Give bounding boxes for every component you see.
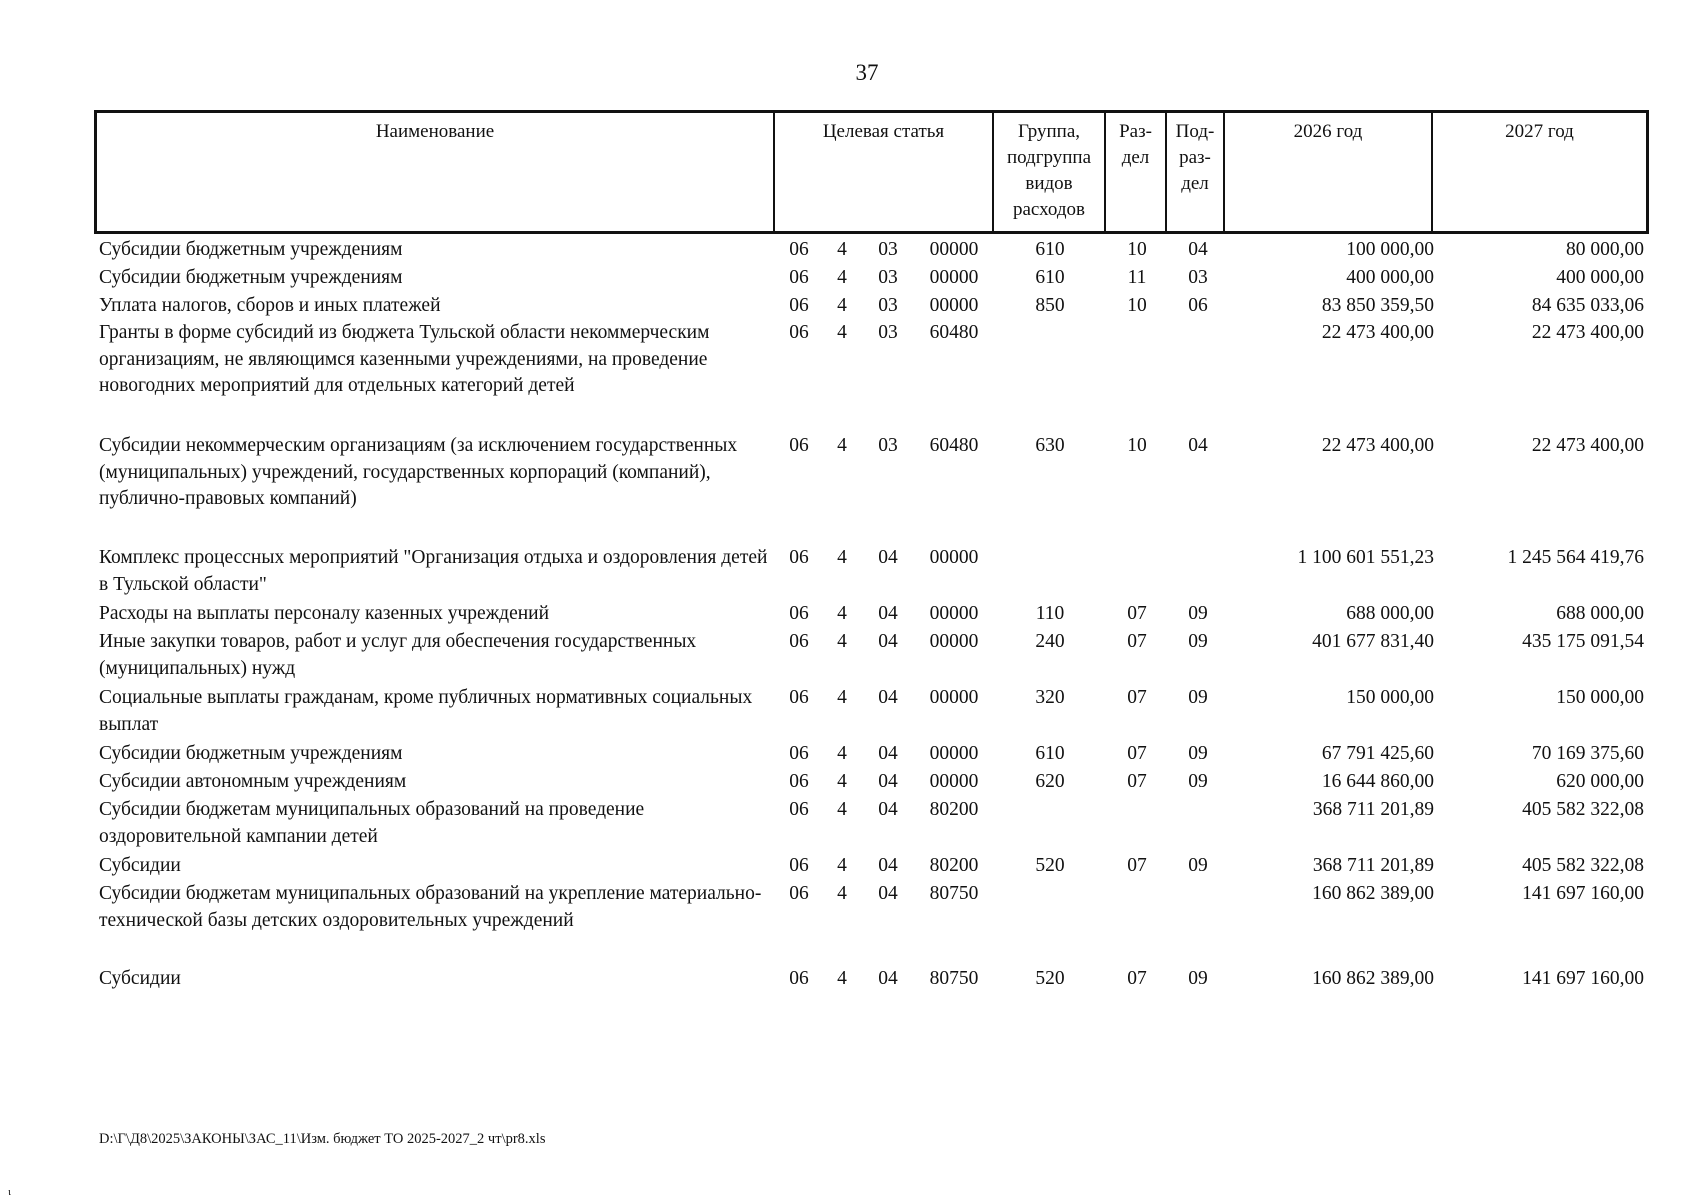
target-article-part-3: 04 — [878, 603, 898, 624]
amount-2026: 160 862 389,00 — [1312, 968, 1434, 989]
target-article-part-2: 4 — [837, 295, 847, 316]
amount-2026: 16 644 860,00 — [1321, 771, 1434, 792]
row-name: Субсидии — [99, 855, 181, 876]
header-subsection-line: раз- — [1179, 147, 1211, 168]
target-article-part-3: 04 — [878, 799, 898, 820]
amount-2026: 150 000,00 — [1346, 687, 1434, 708]
target-article-part-1: 06 — [789, 631, 809, 652]
header-target-article: Целевая статья — [775, 113, 994, 231]
target-article-part-2: 4 — [837, 547, 847, 568]
target-article-part-3: 03 — [878, 435, 898, 456]
amount-2027: 620 000,00 — [1556, 771, 1644, 792]
target-article-part-2: 4 — [837, 435, 847, 456]
target-article-part-1: 06 — [789, 968, 809, 989]
expense-group: 320 — [1035, 687, 1065, 708]
row-name: Субсидии бюджетным учреждениям — [99, 239, 403, 260]
target-article-part-4: 00000 — [929, 687, 979, 708]
expense-group: 520 — [1035, 968, 1065, 989]
target-article-part-1: 06 — [789, 603, 809, 624]
amount-2026: 688 000,00 — [1346, 603, 1434, 624]
target-article-part-2: 4 — [837, 322, 847, 343]
target-article-part-1: 06 — [789, 855, 809, 876]
subsection: 03 — [1188, 267, 1208, 288]
section: 07 — [1127, 687, 1147, 708]
target-article-part-4: 00000 — [929, 267, 979, 288]
amount-2027: 80 000,00 — [1566, 239, 1644, 260]
target-article-part-1: 06 — [789, 883, 809, 904]
section: 07 — [1127, 855, 1147, 876]
header-expense-group-line: подгруппа — [1006, 147, 1092, 168]
target-article-part-3: 04 — [878, 883, 898, 904]
row-name: Расходы на выплаты персоналу казенных учреждений — [99, 603, 550, 624]
target-article-part-1: 06 — [789, 295, 809, 316]
subsection: 04 — [1188, 239, 1208, 260]
target-article-part-3: 04 — [878, 631, 898, 652]
section: 11 — [1127, 267, 1147, 288]
header-subsection-line: дел — [1181, 173, 1209, 194]
target-article-part-3: 03 — [878, 267, 898, 288]
scan-mark: ι — [8, 1186, 11, 1198]
header-section-line: дел — [1121, 147, 1150, 168]
target-article-part-2: 4 — [837, 799, 847, 820]
section: 10 — [1127, 295, 1147, 316]
target-article-part-3: 03 — [878, 239, 898, 260]
target-article-part-1: 06 — [789, 547, 809, 568]
amount-2027: 405 582 322,08 — [1522, 855, 1644, 876]
amount-2027: 435 175 091,54 — [1522, 631, 1644, 652]
target-article-part-4: 80750 — [929, 968, 979, 989]
row-name: Социальные выплаты гражданам, кроме публичных нормативных социальных выплат — [99, 687, 753, 735]
amount-2026: 160 862 389,00 — [1312, 883, 1434, 904]
target-article-part-4: 00000 — [929, 239, 979, 260]
header-expense-group-line: расходов — [1013, 199, 1085, 220]
subsection: 06 — [1188, 295, 1208, 316]
target-article-part-4: 80750 — [929, 883, 979, 904]
target-article-part-4: 00000 — [929, 603, 979, 624]
target-article-part-3: 03 — [878, 322, 898, 343]
section: 10 — [1127, 239, 1147, 260]
target-article-part-4: 60480 — [929, 435, 979, 456]
section: 07 — [1127, 771, 1147, 792]
row-name: Иные закупки товаров, работ и услуг для обеспечения государственных (муниципальных) нужд — [99, 631, 697, 679]
target-article-part-2: 4 — [837, 239, 847, 260]
amount-2027: 141 697 160,00 — [1522, 883, 1644, 904]
expense-group: 240 — [1035, 631, 1065, 652]
amount-2026: 401 677 831,40 — [1312, 631, 1434, 652]
target-article-part-4: 00000 — [929, 771, 979, 792]
section: 07 — [1127, 743, 1147, 764]
amount-2026: 368 711 201,89 — [1312, 799, 1434, 820]
target-article-part-4: 00000 — [929, 631, 979, 652]
subsection: 09 — [1188, 631, 1208, 652]
section: 07 — [1127, 603, 1147, 624]
row-name: Уплата налогов, сборов и иных платежей — [99, 295, 441, 316]
header-section — [1106, 113, 1167, 231]
target-article-part-2: 4 — [837, 687, 847, 708]
target-article-part-4: 00000 — [929, 743, 979, 764]
table-header — [94, 110, 1649, 234]
header-year-2026: 2026 год — [1225, 113, 1433, 231]
header-subsection — [1167, 113, 1225, 231]
target-article-part-3: 04 — [878, 743, 898, 764]
row-name: Субсидии автономным учреждениям — [99, 771, 407, 792]
subsection: 09 — [1188, 687, 1208, 708]
expense-group: 610 — [1035, 239, 1065, 260]
expense-group: 110 — [1035, 603, 1065, 624]
amount-2026: 100 000,00 — [1346, 239, 1434, 260]
subsection: 09 — [1188, 603, 1208, 624]
target-article-part-1: 06 — [789, 435, 809, 456]
section: 10 — [1127, 435, 1147, 456]
target-article-part-4: 60480 — [929, 322, 979, 343]
target-article-part-3: 04 — [878, 968, 898, 989]
row-name: Субсидии бюджетам муниципальных образований на проведение оздоровительной кампании детей — [99, 799, 645, 847]
amount-2027: 400 000,00 — [1556, 267, 1644, 288]
amount-2026: 22 473 400,00 — [1321, 322, 1434, 343]
target-article-part-2: 4 — [837, 883, 847, 904]
subsection: 09 — [1188, 855, 1208, 876]
target-article-part-1: 06 — [789, 771, 809, 792]
expense-group: 520 — [1035, 855, 1065, 876]
amount-2026: 22 473 400,00 — [1321, 435, 1434, 456]
row-name: Субсидии бюджетным учреждениям — [99, 743, 403, 764]
row-name: Субсидии бюджетным учреждениям — [99, 267, 403, 288]
target-article-part-3: 04 — [878, 687, 898, 708]
amount-2026: 1 100 601 551,23 — [1297, 547, 1434, 568]
target-article-part-2: 4 — [837, 631, 847, 652]
header-subsection-line: Под- — [1175, 121, 1215, 142]
target-article-part-2: 4 — [837, 968, 847, 989]
row-name: Субсидии бюджетам муниципальных образований на укрепление материально-технической базы детских оздоровительных учреждений — [99, 883, 762, 931]
target-article-part-2: 4 — [837, 267, 847, 288]
row-name: Субсидии — [99, 968, 181, 989]
target-article-part-1: 06 — [789, 239, 809, 260]
expense-group: 630 — [1035, 435, 1065, 456]
amount-2027: 688 000,00 — [1556, 603, 1644, 624]
subsection: 04 — [1188, 435, 1208, 456]
target-article-part-3: 03 — [878, 295, 898, 316]
target-article-part-1: 06 — [789, 687, 809, 708]
target-article-part-4: 80200 — [929, 855, 979, 876]
section: 07 — [1127, 631, 1147, 652]
expense-group: 610 — [1035, 267, 1065, 288]
target-article-part-3: 04 — [878, 547, 898, 568]
subsection: 09 — [1188, 771, 1208, 792]
header-expense-group — [994, 113, 1106, 231]
header-expense-group-line: видов — [1025, 173, 1073, 194]
amount-2026: 400 000,00 — [1346, 267, 1434, 288]
page-number: 37 — [855, 60, 879, 85]
target-article-part-4: 80200 — [929, 799, 979, 820]
target-article-part-1: 06 — [789, 799, 809, 820]
amount-2026: 83 850 359,50 — [1321, 295, 1434, 316]
amount-2026: 67 791 425,60 — [1321, 743, 1434, 764]
target-article-part-1: 06 — [789, 267, 809, 288]
expense-group: 850 — [1035, 295, 1065, 316]
target-article-part-2: 4 — [837, 603, 847, 624]
target-article-part-2: 4 — [837, 771, 847, 792]
target-article-part-4: 00000 — [929, 295, 979, 316]
target-article-part-3: 04 — [878, 855, 898, 876]
amount-2027: 70 169 375,60 — [1531, 743, 1644, 764]
subsection: 09 — [1188, 743, 1208, 764]
expense-group: 620 — [1035, 771, 1065, 792]
target-article-part-4: 00000 — [929, 547, 979, 568]
target-article-part-2: 4 — [837, 743, 847, 764]
amount-2027: 141 697 160,00 — [1522, 968, 1644, 989]
header-name: Наименование — [97, 113, 775, 231]
target-article-part-1: 06 — [789, 743, 809, 764]
amount-2027: 22 473 400,00 — [1531, 322, 1644, 343]
header-section-line: Раз- — [1119, 121, 1152, 142]
file-path-footer: D:\Г\Д8\2025\ЗАКОНЫ\ЗАС_11\Изм. бюджет ТО 2025-2027_2 чт\pr8.xls — [99, 1131, 546, 1147]
target-article-part-2: 4 — [837, 855, 847, 876]
amount-2027: 22 473 400,00 — [1531, 435, 1644, 456]
header-year-2027: 2027 год — [1505, 121, 1574, 142]
expense-group: 610 — [1035, 743, 1065, 764]
amount-2027: 84 635 033,06 — [1531, 295, 1644, 316]
amount-2027: 1 245 564 419,76 — [1507, 547, 1644, 568]
section: 07 — [1127, 968, 1147, 989]
target-article-part-3: 04 — [878, 771, 898, 792]
header-expense-group-line: Группа, — [1017, 121, 1081, 142]
amount-2027: 405 582 322,08 — [1522, 799, 1644, 820]
target-article-part-1: 06 — [789, 322, 809, 343]
row-name: Комплекс процессных мероприятий "Организация отдыха и оздоровления детей в Тульской области" — [99, 547, 768, 595]
row-name: Субсидии некоммерческим организациям (за исключением государственных (муниципальных) учреждений, государственных корпораций (компаний), публично-правовых компаний) — [99, 435, 738, 509]
amount-2027: 150 000,00 — [1556, 687, 1644, 708]
amount-2026: 368 711 201,89 — [1312, 855, 1434, 876]
row-name: Гранты в форме субсидий из бюджета Тульской области некоммерческим организациям, не являющимся казенными учреждениями, на проведение новогодних мероприятий для отдельных категорий детей — [99, 322, 710, 396]
subsection: 09 — [1188, 968, 1208, 989]
